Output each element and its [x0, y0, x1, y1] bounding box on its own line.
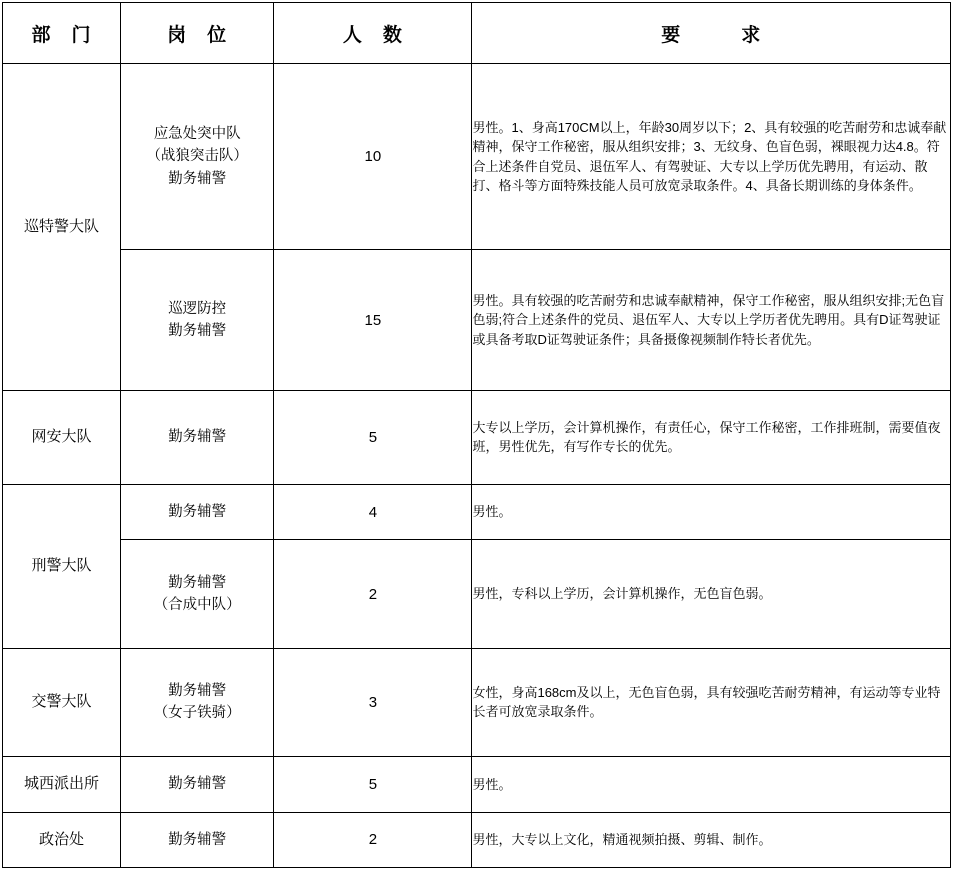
column-header-post: 岗 位 [121, 3, 274, 64]
table-row [3, 250, 951, 390]
cell-post [121, 250, 274, 390]
table-body [3, 64, 951, 868]
column-header-requirement: 要 求 [472, 3, 951, 64]
cell-requirement: 男性，大专以上文化，精通视频拍摄、剪辑、制作。 [472, 812, 951, 867]
cell-line: 勤务辅警 [168, 776, 227, 793]
cell-post [121, 648, 274, 756]
cell-line: （战狼突击队） [146, 148, 248, 165]
column-header-count: 人 数 [274, 3, 472, 64]
table-row [3, 64, 951, 250]
cell-requirement: 男性。具有较强的吃苦耐劳和忠诚奉献精神，保守工作秘密，服从组织安排;无色盲色弱;符合上述条件的党员、退伍军人、大专以上学历者优先聘用。具有D证驾驶证或具备考取D证驾驶证条件；具备摄像视频制作特长者优先。 [472, 250, 951, 390]
cell-line: 勤务辅警 [168, 831, 227, 848]
cell-count: 5 [274, 390, 472, 484]
cell-post [121, 390, 274, 484]
cell-requirement: 男性。 [472, 757, 951, 812]
table-row [3, 540, 951, 648]
table-header [3, 3, 951, 64]
cell-department: 刑警大队 [3, 485, 121, 649]
cell-requirement: 男性，专科以上学历，会计算机操作，无色盲色弱。 [472, 540, 951, 648]
table-row [3, 648, 951, 756]
cell-count: 5 [274, 757, 472, 812]
cell-requirement: 大专以上学历，会计算机操作，有责任心，保守工作秘密，工作排班制，需要值夜班，男性优先，有写作专长的优先。 [472, 390, 951, 484]
column-header-department: 部 门 [3, 3, 121, 64]
cell-count: 2 [274, 540, 472, 648]
cell-requirement: 男性。1、身高170CM以上，年龄30周岁以下；2、具有较强的吃苦耐劳和忠诚奉献精神，保守工作秘密，服从组织安排；3、无纹身、色盲色弱，裸眼视力达4.8。符合上述条件自党员、退伍军人、有驾驶证、大专以上学历优先聘用，有运动、散打、格斗等方面特殊技能人员可放宽录取条件。4、具备长期训练的身体条件。 [472, 64, 951, 250]
cell-count: 15 [274, 250, 472, 390]
cell-count: 2 [274, 812, 472, 867]
cell-requirement: 女性，身高168cm及以上，无色盲色弱，具有较强吃苦耐劳精神，有运动等专业特长者可放宽录取条件。 [472, 648, 951, 756]
cell-count: 3 [274, 648, 472, 756]
cell-line: 勤务辅警 [168, 503, 227, 520]
table-row [3, 390, 951, 484]
cell-line: 应急处突中队 [153, 125, 241, 142]
recruitment-table [2, 2, 951, 868]
cell-line: 勤务辅警 [168, 574, 227, 591]
cell-department: 网安大队 [3, 390, 121, 484]
cell-count: 10 [274, 64, 472, 250]
cell-department: 城西派出所 [3, 757, 121, 812]
table-header-row [3, 3, 951, 64]
cell-department: 交警大队 [3, 648, 121, 756]
table-row [3, 812, 951, 867]
cell-requirement: 男性。 [472, 485, 951, 540]
cell-post [121, 812, 274, 867]
cell-line: （女子铁骑） [153, 705, 241, 722]
cell-department: 巡特警大队 [3, 64, 121, 391]
cell-department: 政治处 [3, 812, 121, 867]
cell-line: 勤务辅警 [168, 323, 227, 340]
cell-count: 4 [274, 485, 472, 540]
cell-post [121, 64, 274, 250]
cell-line: 巡逻防控 [168, 300, 227, 317]
cell-post [121, 757, 274, 812]
cell-line: 勤务辅警 [168, 429, 227, 446]
cell-line: （合成中队） [153, 597, 241, 614]
table-row [3, 485, 951, 540]
cell-post [121, 485, 274, 540]
table-row [3, 757, 951, 812]
cell-line: 勤务辅警 [168, 170, 227, 187]
cell-post [121, 540, 274, 648]
cell-line: 勤务辅警 [168, 682, 227, 699]
